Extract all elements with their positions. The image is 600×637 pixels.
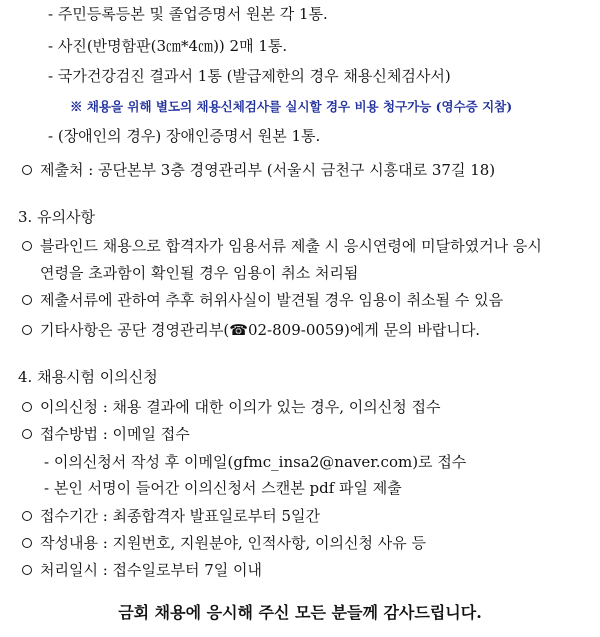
- appeal-item-text: 작성내용 : 지원번호, 지원분야, 인적사항, 이의신청 사유 등: [40, 534, 427, 552]
- notice-item-contact: [22, 320, 480, 340]
- bullet-circle-icon: [22, 325, 32, 335]
- appeal-item-text: 접수방법 : 이메일 접수: [40, 425, 190, 443]
- section-3-title: 3. 유의사항: [18, 208, 96, 226]
- notice-item-continuation: 연령을 초과함이 확인될 경우 임용이 취소 처리됨: [40, 264, 359, 282]
- notice-item-text: 블라인드 채용으로 합격자가 임용서류 제출 시 응시연령에 미달하였거나 응시: [40, 237, 542, 255]
- doc-item-disability-certificate: - (장애인의 경우) 장애인증명서 원본 1통.: [48, 127, 321, 145]
- bullet-circle-icon: [22, 295, 32, 305]
- doc-item-photo: - 사진(반명함판(3㎝*4㎝)) 2매 1통.: [48, 37, 288, 55]
- doc-item-resident-registration: - 주민등록등본 및 졸업증명서 원본 각 1통.: [48, 5, 328, 23]
- section-4-title: 4. 채용시험 이의신청: [18, 368, 158, 386]
- bullet-circle-icon: [22, 429, 32, 439]
- bullet-circle-icon: [22, 241, 32, 251]
- appeal-item-text: 처리일시 : 접수일로부터 7일 이내: [40, 561, 263, 579]
- appeal-item-text: 이의신청 : 채용 결과에 대한 이의가 있는 경우, 이의신청 접수: [40, 398, 441, 416]
- phone-icon: ☎: [229, 321, 248, 339]
- appeal-item-method: [22, 424, 190, 444]
- notice-item-text: 제출서류에 관하여 추후 허위사실이 발견될 경우 임용이 취소될 수 있음: [40, 291, 504, 309]
- appeal-method-pdf: - 본인 서명이 들어간 이의신청서 스캔본 pdf 파일 제출: [44, 479, 402, 497]
- bullet-circle-icon: [22, 165, 32, 175]
- closing-message: 금회 채용에 응시해 주신 모든 분들께 감사드립니다.: [118, 603, 482, 622]
- bullet-circle-icon: [22, 511, 32, 521]
- appeal-item-content: [22, 533, 426, 553]
- contact-phone-text: 02-809-0059)에게 문의 바랍니다.: [247, 321, 481, 339]
- contact-text-prefix: 기타사항은 공단 경영관리부(: [40, 321, 230, 339]
- bullet-circle-icon: [22, 565, 32, 575]
- notice-item-blind-hiring: [22, 236, 542, 256]
- health-check-note: ※ 채용을 위해 별도의 채용신체검사를 실시할 경우 비용 청구가능 (영수증 지참): [70, 99, 513, 114]
- appeal-item-apply: [22, 397, 441, 417]
- notice-item-false-facts: [22, 290, 503, 310]
- submit-place-item: [22, 160, 495, 180]
- submit-place-text: 제출처 : 공단본부 3층 경영관리부 (서울시 금천구 시흥대로 37길 18): [40, 161, 496, 179]
- doc-item-health-check: - 국가건강검진 결과서 1통 (발급제한의 경우 채용신체검사서): [48, 67, 451, 85]
- appeal-method-email: - 이의신청서 작성 후 이메일(gfmc_insa2@naver.com)로 접수: [44, 453, 467, 471]
- appeal-item-period: [22, 506, 320, 526]
- bullet-circle-icon: [22, 402, 32, 412]
- appeal-item-process: [22, 560, 262, 580]
- bullet-circle-icon: [22, 538, 32, 548]
- appeal-item-text: 접수기간 : 최종합격자 발표일로부터 5일간: [40, 507, 321, 525]
